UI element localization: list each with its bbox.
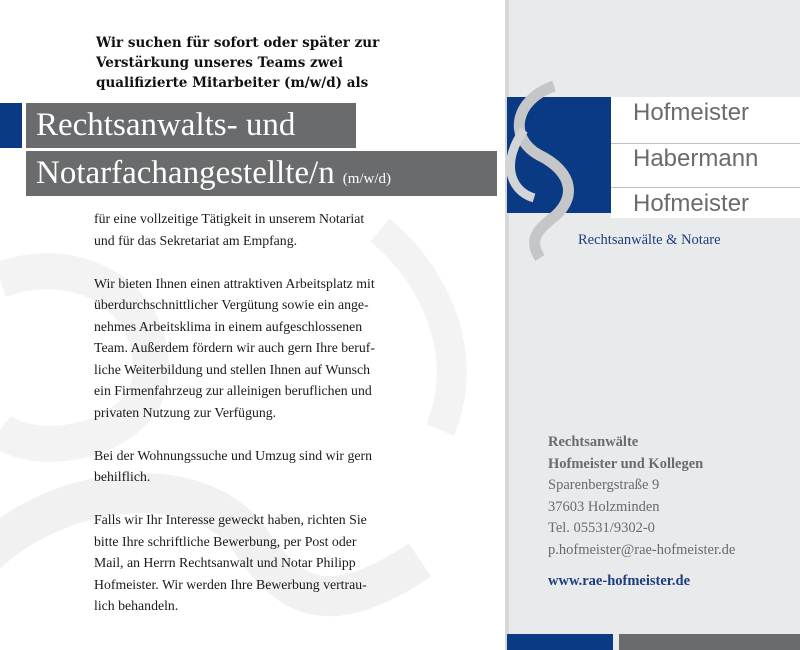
text-line: Hofmeister. Wir werden Ihre Bewerbung vertrau-: [94, 576, 367, 592]
text-line: privaten Nutzung zur Verfügung.: [94, 404, 277, 420]
job-title-gender-suffix: (m/w/d): [342, 171, 392, 187]
logo-section-symbol-icon: [494, 80, 584, 270]
job-title-text: Notarfachangestellte/n: [36, 155, 335, 191]
text-line: Bei der Wohnungssuche und Umzug sind wir gern: [94, 447, 372, 463]
intro-line: Verstärkung unseres Teams zwei: [96, 55, 344, 71]
description-paragraph: [94, 509, 474, 617]
text-line: für eine vollzeitige Tätigkeit in unserem Notariat: [94, 211, 365, 226]
logo-subtitle: Rechtsanwälte & Notare: [578, 232, 721, 248]
city-address: 37603 Holzminden: [548, 498, 660, 515]
intro-line: qualifizierte Mitarbeiter (m/w/d) als: [96, 75, 369, 91]
job-title-text: Rechtsanwalts- und: [36, 107, 296, 143]
logo-name: Habermann: [633, 145, 759, 172]
footer-strip: [0, 634, 505, 650]
text-line: überdurchschnittlicher Vergütung sowie ein ange-: [94, 297, 369, 312]
firm-name-line: Hofmeister und Kollegen: [548, 455, 704, 472]
text-line: Wir bieten Ihnen einen attraktiven Arbeitsplatz mit: [94, 275, 375, 291]
description-paragraph: [94, 273, 474, 424]
website-link[interactable]: www.rae-hofmeister.de: [548, 573, 691, 589]
text-line: lich behandeln.: [94, 598, 179, 613]
text-line: liche Weiterbildung und stellen Ihnen auf Wunsch: [94, 361, 370, 377]
footer-grey-bar: [619, 634, 800, 650]
text-line: Mail, an Herrn Rechtsanwalt und Notar Philipp: [94, 555, 356, 570]
job-title-line-1: [26, 103, 356, 148]
job-title-line-2: [26, 151, 497, 196]
firm-name-line: Rechtsanwälte: [548, 434, 639, 450]
text-line: bitte Ihre schriftliche Bewerbung, per Post oder: [94, 533, 357, 549]
phone-number: Tel. 05531/9302-0: [548, 520, 655, 536]
title-accent-tab: [0, 103, 22, 148]
text-line: nehmes Arbeitsklima in einem aufgeschlossenen: [94, 318, 363, 334]
street-address: Sparenbergstraße 9: [548, 477, 660, 493]
intro-text: [96, 33, 426, 93]
text-line: und für das Sekretariat am Empfang.: [94, 232, 298, 248]
logo-divider: [611, 187, 800, 188]
text-line: Falls wir Ihr Interesse geweckt haben, richten Sie: [94, 512, 367, 527]
job-description: [94, 208, 474, 638]
text-line: Team. Außerdem fördern wir auch gern Ihre beruf-: [94, 340, 375, 355]
description-paragraph: [94, 445, 474, 488]
logo-name: Hofmeister: [633, 99, 750, 126]
logo-divider: [611, 143, 800, 144]
logo-name: Hofmeister: [633, 190, 750, 217]
footer-blue-bar: [507, 634, 613, 650]
description-paragraph: [94, 208, 474, 251]
text-line: ein Firmenfahrzeug zur alleinigen beruflichen und: [94, 383, 372, 398]
text-line: behilflich.: [94, 469, 151, 484]
contact-block: [548, 432, 735, 593]
intro-line: Wir suchen für sofort oder später zur: [96, 35, 380, 51]
email-link[interactable]: p.hofmeister@rae-hofmeister.de: [548, 541, 736, 558]
